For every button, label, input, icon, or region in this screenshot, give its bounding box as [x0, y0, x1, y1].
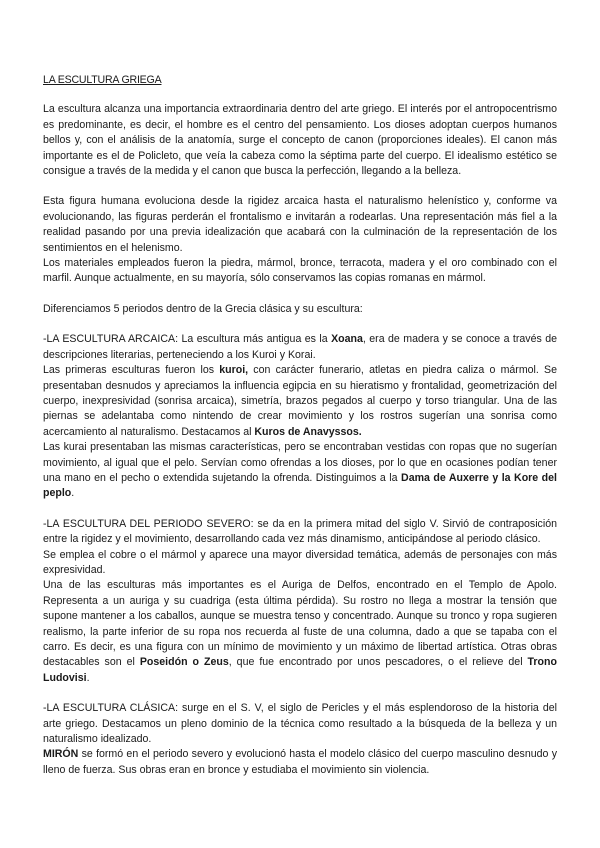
archaic-paragraph-3: Las kurai presentaban las mismas características, pero se encontraban vestidas con ropas que no sugerían movimiento, al igual que el pelo. Servían como ofrendas a los dioses, por lo que en ocasiones podían tener una mano en el pecho o extendida sujetando la ofrenda. Distinguimos a la Dama de Auxerre y la Kore del peplo.	[43, 441, 557, 500]
archaic-paragraph-1: -LA ESCULTURA ARCAICA: La escultura más antigua es la Xoana, era de madera y se conoce a través de descripciones literarias, perteneciendo a los Kuroi y Korai.	[43, 333, 557, 361]
intro-paragraph: La escultura alcanza una importancia extraordinaria dentro del arte griego. El interés por el antropocentrismo es predominante, es decir, el hombre es el centro del pensamiento. Los dioses adoptan cuerpos humanos bellos y, con el análisis de la anatomía, surge el concepto de canon (proporciones ideales). El canon más importante es el de Policleto, que veía la cabeza como la séptima parte del cuerpo. El idealismo estético se consigue a través de la medida y el canon que busca la perfección, llegando a la belleza.	[43, 103, 557, 178]
miron-term: MIRÓN	[43, 748, 79, 761]
document-page	[43, 73, 557, 778]
severe-paragraph-2: Se emplea el cobre o el mármol y aparece una mayor diversidad temática, además de personajes con más expresividad.	[43, 548, 557, 576]
kuroi-term: kuroi,	[219, 364, 249, 377]
evolution-paragraph: Esta figura humana evoluciona desde la rigidez arcaica hasta el naturalismo helenístico y, conforme va evolucionando, las figuras perderán el frontalismo e invitarán a rodearlas. Una representación más fiel a la realidad pasando por una previa idealización que acabará con la culminación de la representación de los sentimientos en el helenismo.	[43, 195, 557, 254]
kuros-anavyssos-term: Kuros de Anavyssos.	[254, 425, 362, 438]
periods-intro: Diferenciamos 5 periodos dentro de la Grecia clásica y su escultura:	[43, 302, 363, 315]
classical-paragraph-2: MIRÓN se formó en el periodo severo y evolucionó hasta el modelo clásico del cuerpo masculino desnudo y lleno de fuerza. Sus obras eran en bronce y estudiaba el movimiento sin violencia.	[43, 748, 557, 776]
severe-paragraph-3: Una de las esculturas más importantes es el Auriga de Delfos, encontrado en el Templo de Apolo. Representa a un auriga y su cuadriga (esta última pérdida). Su rostro no llega a mostrar la tensión que supone mantener a los caballos, aunque se muestra tenso y concentrado. Aunque su tronco y ropa sugieren realismo, la parte inferior de su ropa nos recuerda al fuste de una columna, dado a que se tapaba con el carro. Es decir, es una figura con un mínimo de movimiento y un máximo de libertad artística. Otras obras destacables son el Poseidón o Zeus, que fue encontrado por unos pescadores, o el relieve del Trono Ludovisi.	[43, 579, 557, 684]
materials-paragraph: Los materiales empleados fueron la piedra, mármol, bronce, terracota, madera y el oro combinado con el marfil. Aunque actualmente, en su mayoría, sólo conservamos las copias romanas en mármol.	[43, 257, 557, 285]
archaic-paragraph-2: Las primeras esculturas fueron los kuroi, con carácter funerario, atletas en piedra caliza o mármol. Se presentaban desnudos y apreciamos la influencia egipcia en su hieratismo y frontalidad, geometrización del cuerpo, inexpresividad (sonrisa arcaica), simetría, brazos pegados al cuerpo y torso triangular. Una de las piernas se adelantaba como nintendo de crear movimiento y los rostros sugerían una sonrisa como acercamiento al naturalismo. Destacamos al Kuros de Anavyssos.	[43, 364, 558, 438]
trono-ludovisi-term: Trono Ludovisi	[43, 656, 557, 684]
dama-auxerre-term: Dama de Auxerre y la Kore del peplo	[43, 471, 557, 500]
classical-paragraph-1: -LA ESCULTURA CLÁSICA: surge en el S. V, el siglo de Pericles y el más esplendoroso de la historia del arte griego. Destacamos un pleno dominio de la técnica como resultado a la búsqueda de la belleza y un naturalismo idealizado.	[43, 702, 557, 746]
xoana-term: Xoana	[331, 333, 363, 346]
poseidon-zeus-term: Poseidón o Zeus	[139, 656, 229, 669]
severe-paragraph-1: -LA ESCULTURA DEL PERIODO SEVERO: se da en la primera mitad del siglo V. Sirvió de contraposición entre la rigidez y el movimiento, desarrollando cada vez más dinamismo, anticipándose al periodo clásico.	[43, 517, 557, 546]
document-title: LA ESCULTURA GRIEGA	[43, 74, 162, 86]
